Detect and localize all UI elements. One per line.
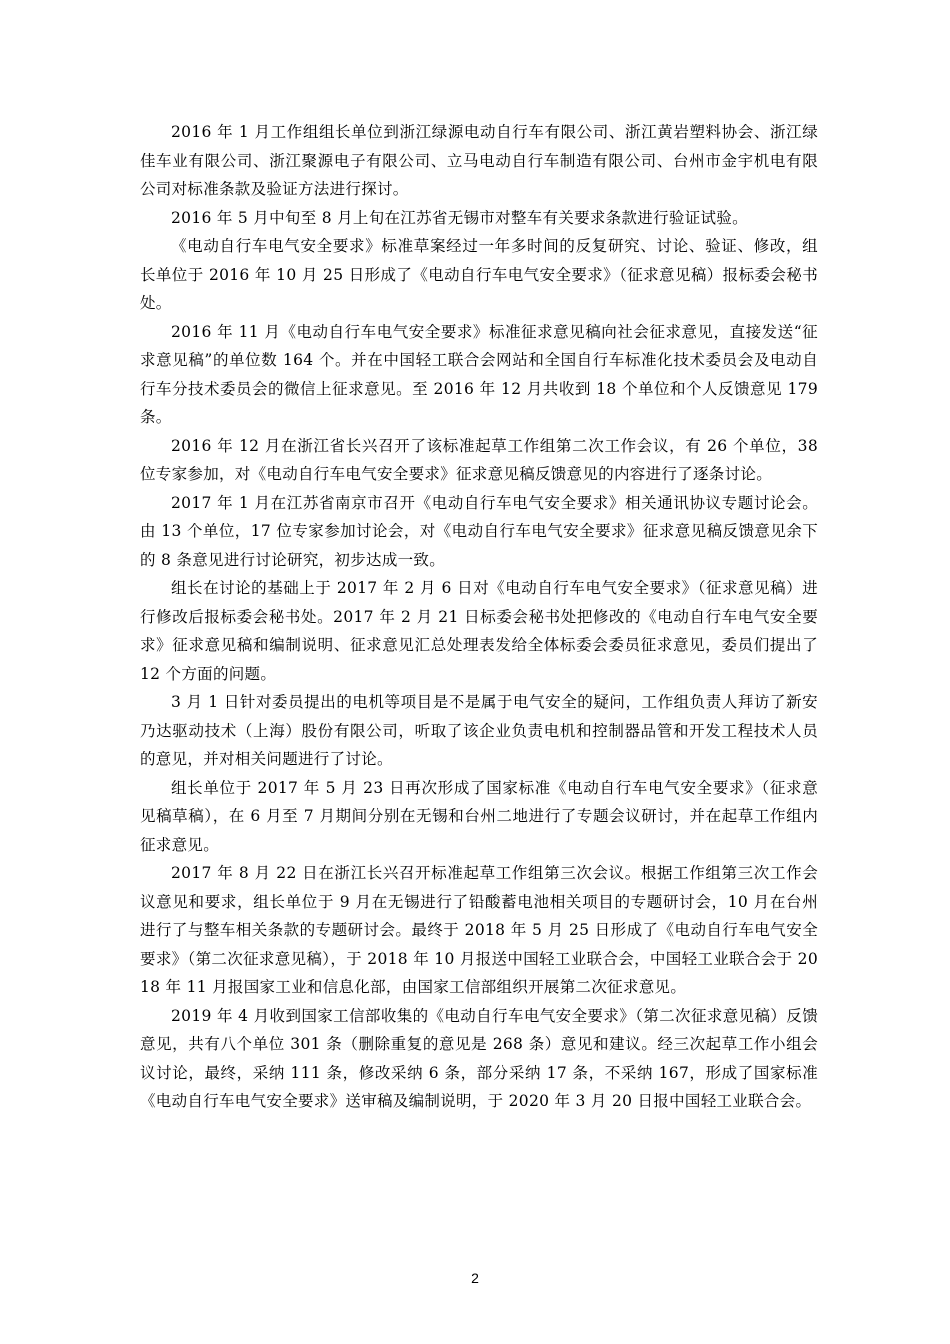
paragraph-11: 2019 年 4 月收到国家工信部收集的《电动自行车电气安全要求》（第二次征求意见稿）反馈意见，共有八个单位 301 条（删除重复的意见是 268 条）意见和建议。经三次起草工作小组会议讨论，最终，采纳 111 条，修改采纳 6 条，部分采纳 17 条，不采纳 167，形成了国家标准《电动自行车电气安全要求》送审稿及编制说明，于 2020 年 3 月 20 日报中国轻工业联合会。 (140, 1006, 818, 1110)
paragraph-7: 组长在讨论的基础上于 2017 年 2 月 6 日对《电动自行车电气安全要求》（征求意见稿）进行修改后报标委会秘书处。2017 年 2 月 21 日标委会秘书处把修改的《电动自行车电气安全要求》征求意见稿和编制说明、征求意见汇总处理表发给全体标委会委员征求意见，委员们提出了 12 个方面的问题。 (140, 579, 818, 683)
paragraph-3: 《电动自行车电气安全要求》标准草案经过一年多时间的反复研究、讨论、验证、修改，组长单位于 2016 年 10 月 25 日形成了《电动自行车电气安全要求》（征求意见稿）报标委会秘书处。 (140, 237, 818, 312)
paragraph-8: 3 月 1 日针对委员提出的电机等项目是不是属于电气安全的疑问，工作组负责人拜访了新安乃达驱动技术（上海）股份有限公司，听取了该企业负责电机和控制器品管和开发工程技术人员的意见，并对相关问题进行了讨论。 (140, 693, 818, 768)
page-number: 2 (471, 1270, 479, 1286)
paragraph-10: 2017 年 8 月 22 日在浙江长兴召开标准起草工作组第三次会议。根据工作组第三次工作会议意见和要求，组长单位于 9 月在无锡进行了铅酸蓄电池相关项目的专题研讨会，10 月在台州进行了与整车相关条款的专题研讨会。最终于 2018 年 5 月 25 日形成了《电动自行车电气安全要求》（第二次征求意见稿），于 2018 年 10 月报送中国轻工业联合会，中国轻工业联合会于 2018 年 11 月报国家工业和信息化部，由国家工信部组织开展第二次征求意见。 (140, 864, 818, 996)
paragraph-4: 2016 年 11 月《电动自行车电气安全要求》标准征求意见稿向社会征求意见，直接发送“征求意见稿”的单位数 164 个。并在中国轻工联合会网站和全国自行车标准化技术委员会及电动自行车分技术委员会的微信上征求意见。至 2016 年 12 月共收到 18 个单位和个人反馈意见 179 条。 (140, 322, 818, 426)
paragraph-9: 组长单位于 2017 年 5 月 23 日再次形成了国家标准《电动自行车电气安全要求》（征求意见稿草稿），在 6 月至 7 月期间分别在无锡和台州二地进行了专题会议研讨，并在起草工作组内征求意见。 (140, 778, 818, 854)
paragraph-2: 2016 年 5 月中旬至 8 月上旬在江苏省无锡市对整车有关要求条款进行验证试验。 (171, 208, 748, 227)
paragraph-6: 2017 年 1 月在江苏省南京市召开《电动自行车电气安全要求》相关通讯协议专题讨论会。由 13 个单位，17 位专家参加讨论会，对《电动自行车电气安全要求》征求意见稿反馈意见余下的 8 条意见进行讨论研究，初步达成一致。 (140, 493, 818, 569)
paragraph-5: 2016 年 12 月在浙江省长兴召开了该标准起草工作组第二次工作会议，有 26 个单位，38 位专家参加，对《电动自行车电气安全要求》征求意见稿反馈意见的内容进行了逐条讨论。 (140, 436, 818, 483)
paragraph-1: 2016 年 1 月工作组组长单位到浙江绿源电动自行车有限公司、浙江黄岩塑料协会、浙江绿佳车业有限公司、浙江聚源电子有限公司、立马电动自行车制造有限公司、台州市金宇机电有限公司对标准条款及验证方法进行探讨。 (140, 123, 818, 198)
document-body (140, 118, 818, 1116)
